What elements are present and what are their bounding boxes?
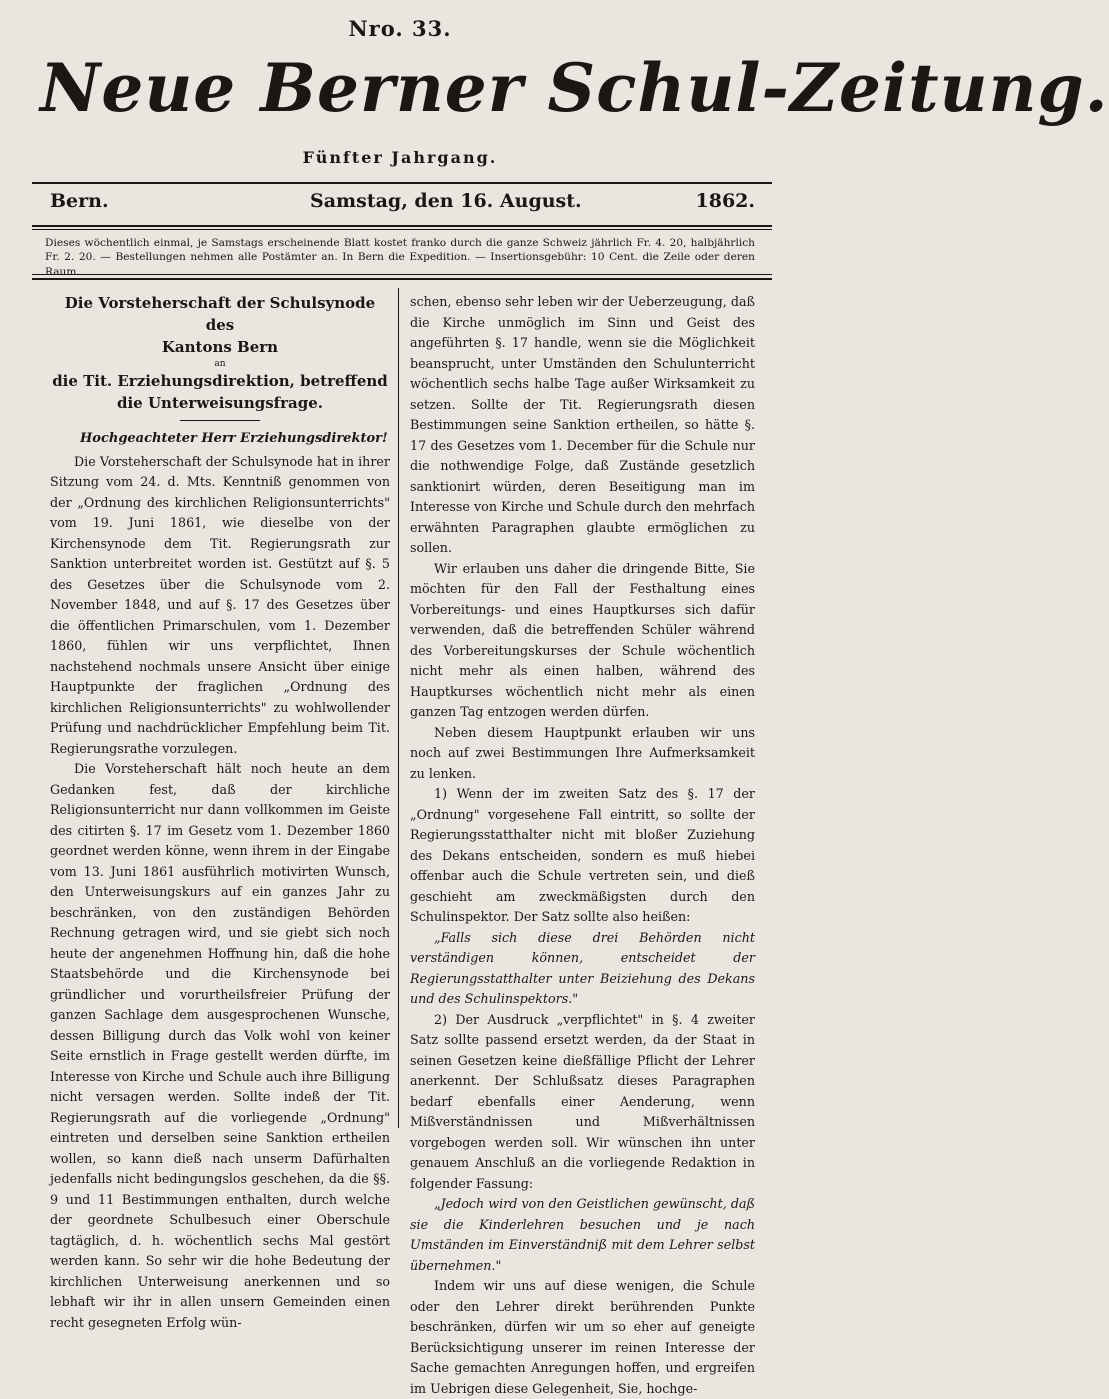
issue-year: 1862. bbox=[695, 190, 755, 212]
paragraph: Wir erlauben uns daher die dringende Bitte, Sie möchten für den Fall der Festhaltung eines Vorbereitungs- und eines Hauptkurses sich dafür verwenden, daß die betreffenden Schüler während des Vorbereitungskurses der Schule wöchentlich nicht mehr als einen halben, während des Hauptkurses wöchentlich nicht mehr als einen ganzen Tag entzogen werden dürfen. bbox=[410, 560, 755, 719]
year-edition: Fünfter Jahrgang. bbox=[302, 148, 498, 167]
newspaper-title: Neue Berner Schul-Zeitung. bbox=[40, 49, 1109, 127]
paragraph: Die Vorsteherschaft hält noch heute an dem Gedanken fest, daß der kirchliche Religionsunterricht nur dann vollkommen im Geiste des citirten §. 17 im Gesetz vom 1. Dezember 1860 geordnet werden könne, wenn ihrem in der Eingabe vom 13. Juni 1861 ausführlich motivirten Wunsch, den Unterweisungskurs auf ein ganzes Jahr zu beschränken, von den zuständigen Behörden Rechnung getragen wird, und sie giebt sich noch heute der angenehmen Hoffnung hin, daß die hohe Staatsbehörde und die Kirchensynode bei gründlicher und vorurtheilsfreier Prüfung der ganzen Sachlage dem ausgesprochenen Wunsche, dessen Billigung durch das Volk wohl von keiner Seite ernstlich in Frage gestellt werden dürfte, im Interesse von Kirche und Schule auch ihre Billigung nicht versagen werden. Sollte indeß der Tit. Regierungsrath auf die vorliegende „Ordnung" eintreten und derselben seine Sanktion ertheilen wollen, so kann dieß nach unserm Dafürhalten jedenfalls nicht bedingungslos geschehen, da die §§. 9 und 11 Bestimmungen enthalten, durch welche der geordnete Schulbesuch einer Oberschule tagtäglich, d. h. wöchentlich sechs Mal gestört werden kann. So sehr wir die hohe Bedeutung der kirchlichen Unterweisung anerkennen und so lebhaft wir ihr in allen unsern Gemeinden einen recht gesegneten Erfolg wün- bbox=[50, 761, 390, 1330]
article-title bbox=[50, 292, 390, 414]
paragraph: Indem wir uns auf diese wenigen, die Schule oder den Lehrer direkt berührenden Punkte beschränken, dürfen wir um so eher auf geneigte Berücksichtigung unserer im reinen Interesse der Sache gemachten Anregungen hoffen, und ergreifen im Uebrigen diese Gelegenheit, Sie, hochge- bbox=[410, 1278, 755, 1396]
article-title-line: Die Vorsteherschaft der Schulsynode des bbox=[64, 294, 376, 334]
paragraph: 2) Der Ausdruck „verpflichtet" in §. 4 zweiter Satz sollte passend ersetzt werden, da der Staat in seinen Gesetzen keine dießfällige Pflicht der Lehrer anerkennt. Der Schlußsatz dieses Paragraphen bedarf ebenfalls einer Aenderung, wenn Mißverständnissen und Mißverhältnissen vorgebogen werden soll. Wir wünschen ihn unter genauem Anschluß an die vorliegende Redaktion in folgender Fassung: bbox=[410, 1011, 755, 1191]
article-title-line: die Tit. Erziehungsdirektion, betreffend die Unterweisungsfrage. bbox=[52, 372, 388, 412]
divider bbox=[32, 182, 772, 184]
salutation: Hochgeachteter Herr Erziehungsdirektor! bbox=[80, 431, 388, 446]
column-divider bbox=[398, 288, 399, 1128]
paragraph: Neben diesem Hauptpunkt erlauben wir uns noch auf zwei Bestimmungen Ihre Aufmerksamkeit zu lenken. bbox=[410, 724, 755, 781]
divider bbox=[32, 229, 772, 230]
column-left bbox=[50, 292, 390, 1333]
paragraph: Die Vorsteherschaft der Schulsynode hat in ihrer Sitzung vom 24. d. Mts. Kenntniß genommen von der „Ordnung des kirchlichen Religionsunterrichts" vom 19. Juni 1861, wie dieselbe von der Kirchensynode dem Tit. Regierungsrath zur Sanktion unterbreitet worden ist. Gestützt auf §. 5 des Gesetzes über die Schulsynode vom 2. November 1848, und auf §. 17 des Gesetzes über die öffentlichen Primarschulen, vom 1. Dezember 1860, fühlen wir uns verpflichtet, Ihnen nachstehend nochmals unsere Ansicht über einige Hauptpunkte der fraglichen „Ordnung des kirchlichen Religionsunterrichts" zu wohlwollender Prüfung und nachdrücklicher Empfehlung beim Tit. Regierungsrathe vorzulegen. bbox=[50, 453, 390, 756]
quoted-paragraph: „Falls sich diese drei Behörden nicht verständigen können, entscheidet der Regierungsstatthalter unter Beiziehung des Dekans und des Schulinspektors." bbox=[410, 929, 755, 1006]
divider bbox=[32, 278, 772, 280]
issue-number: Nro. 33. bbox=[348, 16, 452, 41]
paragraph: schen, ebenso sehr leben wir der Ueberzeugung, daß die Kirche unmöglich im Sinn und Geist des angeführten §. 17 handle, wenn sie die Möglichkeit beansprucht, unter Umständen den Schulunterricht wöchentlich sechs halbe Tage außer Wirksamkeit zu setzen. Sollte der Tit. Regierungsrath diesen Bestimmungen seine Sanktion ertheilen, so hätte §. 17 des Gesetzes vom 1. December für die Schule nur die nothwendige Folge, daß Zustände gesetzlich sanktionirt würden, deren Beseitigung man im Interesse von Kirche und Schule durch den mehrfach erwähnten Paragraphen glaubte ermöglichen zu sollen. bbox=[410, 294, 755, 555]
paragraph: 1) Wenn der im zweiten Satz des §. 17 der „Ordnung" vorgesehene Fall eintritt, so sollte der Regierungsstatthalter nicht mit bloßer Zuziehung des Dekans entscheiden, sondern es muß hiebei offenbar auch die Schule vertreten sein, und dieß geschieht am zweckmäßigsten durch den Schulinspektor. Der Satz sollte also heißen: bbox=[410, 786, 755, 924]
divider bbox=[32, 274, 772, 275]
article-title-line: Kantons Bern bbox=[161, 338, 279, 356]
article-title-an: an bbox=[214, 359, 226, 369]
column-right bbox=[410, 292, 755, 1399]
dateline bbox=[50, 190, 755, 216]
divider bbox=[32, 225, 772, 227]
issue-date: Samstag, den 16. August. bbox=[310, 190, 582, 212]
subscription-notice: Dieses wöchentlich einmal, je Samstags erscheinende Blatt kostet franko durch die ganze Schweiz jährlich Fr. 4. 20, halbjährlich Fr. 2. 20. — Bestellungen nehmen alle Postämter an. In Bern die Expedition. — Insertionsgebühr: 10 Cent. die Zeile oder deren Raum. bbox=[45, 237, 755, 278]
divider bbox=[180, 420, 260, 421]
quoted-paragraph: „Jedoch wird von den Geistlichen gewünscht, daß sie die Kinderlehren besuchen und je nach Umständen im Einverständniß mit dem Lehrer selbst übernehmen." bbox=[410, 1196, 755, 1273]
place: Bern. bbox=[50, 190, 109, 212]
